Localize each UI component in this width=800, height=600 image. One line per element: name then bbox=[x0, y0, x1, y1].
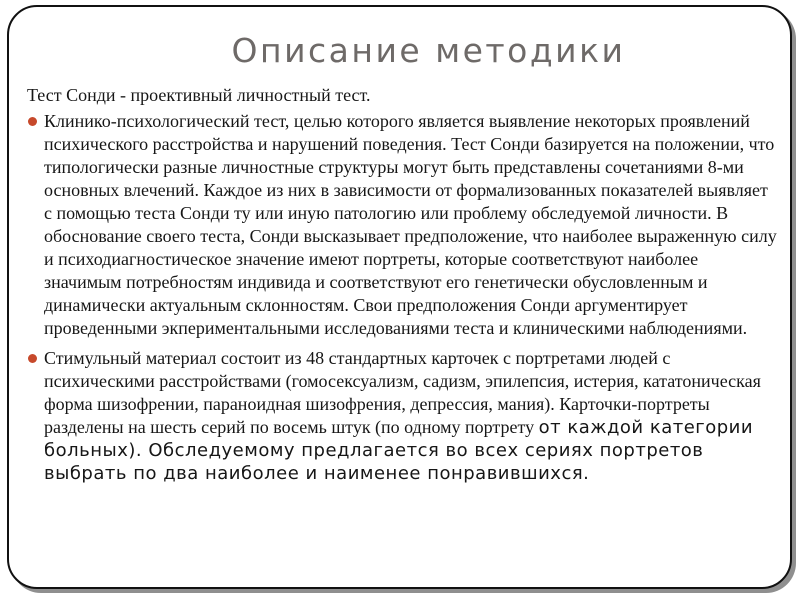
bullet-text-serif: Клинико-психологический тест, целью которого является выявление некоторых проявлений психического расстройства и нарушений поведения. Тест Сонди базируется на положении, что типологически разные личностные структуры могут быть представлены сочетаниями 8-ми основных влечений. Каждое из них в зависимости от формализованных показателей выявляет с помощью теста Сонди ту или иную патологию или проблему обследуемой личности. В обоснование своего теста, Сонди высказывает предположение, что наиболее выраженную силу и психодиагностическое значение имеют портреты, которые соответствуют наиболее значимым потребностям индивида и соответствуют его генетически обусловленным и динамически актуальным склонностям. Свои предположения Сонди аргументирует проведенными экпериментальными исследованиями теста и клиническими наблюдениями. bbox=[44, 111, 777, 338]
slide-body bbox=[9, 70, 790, 485]
bullet-item-1 bbox=[27, 110, 778, 340]
bullet-item-2 bbox=[27, 347, 778, 485]
slide-title: Описание методики bbox=[231, 31, 626, 70]
bullet-text-serif: Стимульный материал состоит из 48 стандартных карточек с портретами людей с психическими расстройствами (гомосексуализм, садизм, эпилепсия, истерия, кататоническая форма шизофрении, параноидная шизофрения, депрессия, мания). Карточки-портреты разделены на шесть серий по восемь штук (по одному портрету bbox=[44, 348, 761, 437]
bullet-icon bbox=[28, 117, 37, 126]
intro-text: Тест Сонди - проективный личностный тест. bbox=[27, 85, 371, 105]
bullet-icon bbox=[28, 354, 37, 363]
bullet-text-sans: от каждой категории больных). Обследуемому предлагается во всех сериях портретов выбрать по два наиболее и наименее понравившихся. bbox=[44, 417, 754, 484]
slide-frame bbox=[7, 5, 792, 589]
